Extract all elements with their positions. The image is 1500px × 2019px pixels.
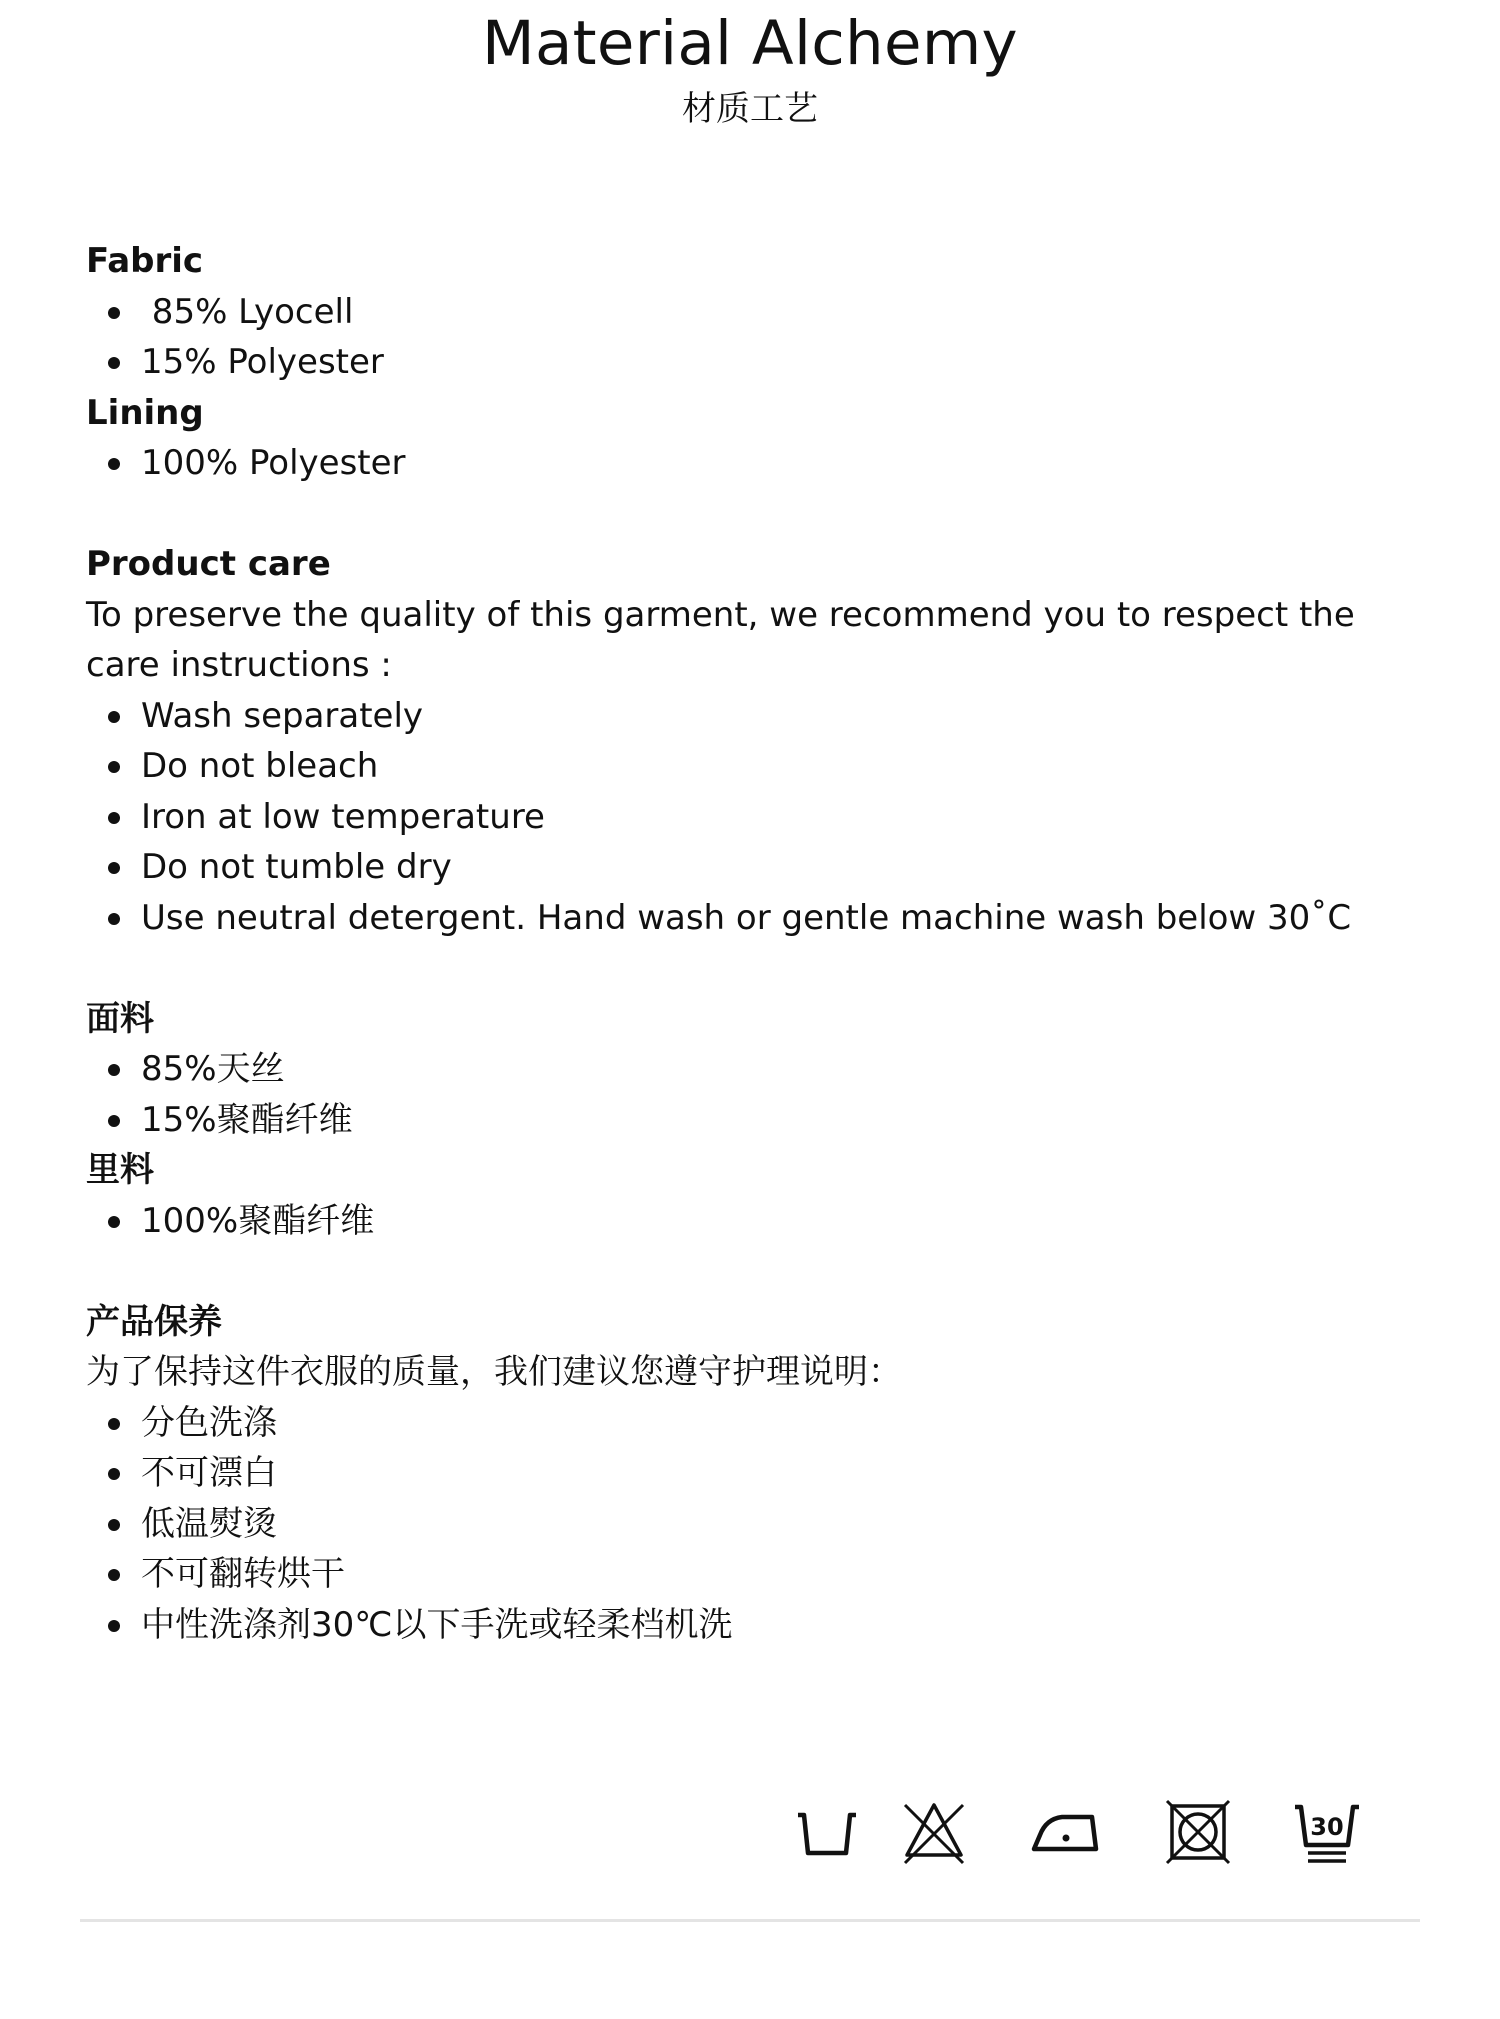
list-item — [86, 741, 1426, 792]
lining-heading: Lining — [86, 392, 204, 433]
list-item — [86, 691, 1426, 742]
list-item-text: 低温熨烫 — [141, 1503, 277, 1544]
list-item — [86, 842, 1426, 893]
list-item-text: 分色洗涤 — [141, 1402, 277, 1443]
hand-wash-icon — [790, 1795, 864, 1869]
list-item — [86, 287, 1426, 338]
list-item — [86, 438, 1426, 489]
divider — [80, 1919, 1420, 1922]
bullet-icon — [108, 1064, 120, 1076]
list-item-text: Use neutral detergent. Hand wash or gentle machine wash below 30˚C — [141, 897, 1352, 938]
fabric-list-zh — [86, 1044, 1426, 1145]
list-item-text: Do not bleach — [141, 746, 379, 786]
care-symbols — [780, 1795, 1380, 1875]
list-item-text: 15% Polyester — [141, 342, 384, 382]
list-item — [86, 1549, 1426, 1600]
lining-list-zh — [86, 1196, 1426, 1247]
lining-list — [86, 438, 1426, 489]
list-item — [86, 1448, 1426, 1499]
fabric-list — [86, 287, 1426, 388]
fabric-heading-zh: 面料 — [86, 998, 154, 1039]
list-item — [86, 337, 1426, 388]
wash-30-icon — [1290, 1795, 1364, 1869]
list-item-text: Iron at low temperature — [141, 796, 545, 837]
list-item-text: 不可翻转烘干 — [141, 1554, 345, 1594]
do-not-tumble-dry-icon — [1161, 1795, 1235, 1869]
page-title: Material Alchemy — [482, 8, 1018, 79]
list-item — [86, 1044, 1426, 1095]
list-item-text: Do not tumble dry — [141, 847, 452, 887]
list-item-text: 中性洗涤剂30℃以下手洗或轻柔档机洗 — [141, 1604, 733, 1645]
care-heading-zh: 产品保养 — [86, 1301, 222, 1342]
list-item-text: 85%天丝 — [141, 1049, 285, 1089]
bullet-icon — [108, 1620, 120, 1632]
care-intro-zh: 为了保持这件衣服的质量，我们建议您遵守护理说明： — [86, 1352, 902, 1392]
care-list — [86, 691, 1426, 944]
bullet-icon — [108, 862, 120, 874]
bullet-icon — [108, 1115, 120, 1127]
bullet-icon — [108, 1569, 120, 1581]
bullet-icon — [108, 812, 120, 824]
bullet-icon — [108, 357, 120, 369]
list-item-text: 100%聚酯纤维 — [141, 1200, 375, 1241]
list-item-text: 100% Polyester — [141, 443, 406, 483]
list-item — [86, 1600, 1426, 1651]
list-item — [86, 792, 1426, 843]
list-item-text: 不可漂白 — [141, 1453, 277, 1493]
list-item — [86, 893, 1426, 944]
material-content — [86, 236, 1426, 1650]
lining-heading-zh: 里料 — [86, 1150, 154, 1190]
bullet-icon — [108, 711, 120, 723]
iron-low-icon — [1028, 1795, 1102, 1869]
list-item-text: 85% Lyocell — [141, 291, 354, 332]
bullet-icon — [108, 1216, 120, 1228]
list-item-text: Wash separately — [141, 695, 424, 736]
bullet-icon — [108, 307, 120, 319]
bullet-icon — [108, 913, 120, 925]
bullet-icon — [108, 1418, 120, 1430]
page-subtitle: 材质工艺 — [682, 89, 818, 129]
list-item-text: 15%聚酯纤维 — [141, 1099, 353, 1140]
care-list-zh — [86, 1398, 1426, 1651]
list-item — [86, 1095, 1426, 1146]
bullet-icon — [108, 458, 120, 470]
list-item — [86, 1499, 1426, 1550]
bullet-icon — [108, 1468, 120, 1480]
list-item — [86, 1398, 1426, 1449]
care-intro: To preserve the quality of this garment, we recommend you to respect the care instructions : — [86, 594, 1355, 685]
list-item — [86, 1196, 1426, 1247]
wash-temperature-label: 30 — [1310, 1813, 1344, 1841]
fabric-heading: Fabric — [86, 241, 204, 281]
care-heading: Product care — [86, 544, 331, 584]
bullet-icon — [108, 761, 120, 773]
bullet-icon — [108, 1519, 120, 1531]
do-not-bleach-icon — [897, 1795, 971, 1869]
